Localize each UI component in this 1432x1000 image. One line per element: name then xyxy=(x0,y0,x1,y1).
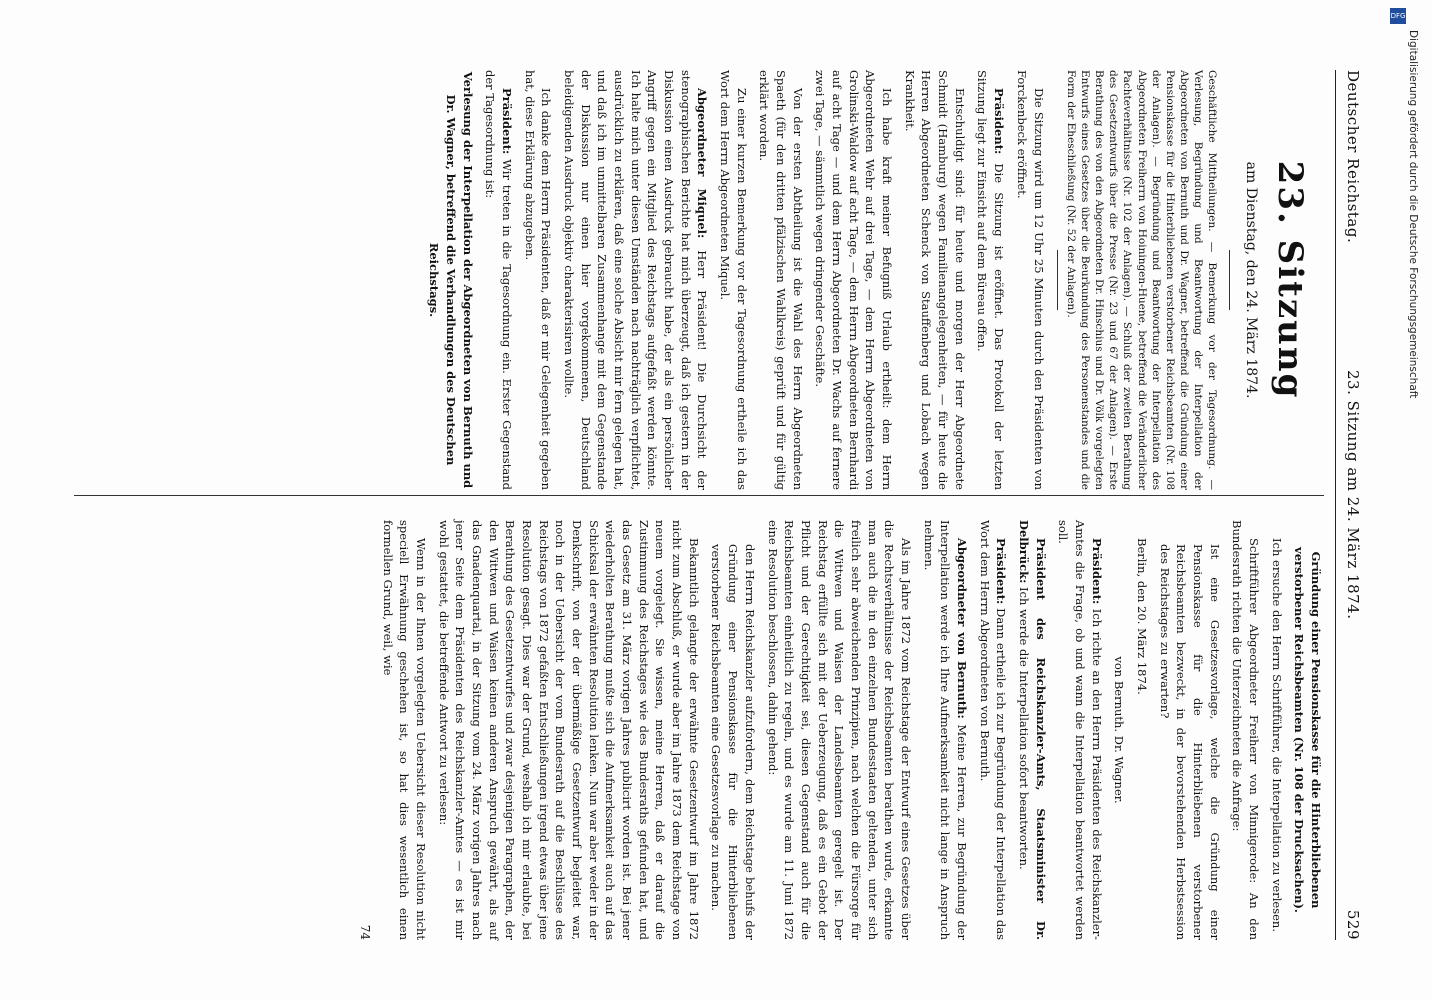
speech: Ich werde die Interpellation sofort beantworten. xyxy=(1016,587,1031,870)
paragraph xyxy=(560,70,710,490)
signature-mark: 74 xyxy=(358,924,373,940)
speech: Wir treten in die Tagesordnung ein. Erster Gegenstand der Tagesordnung ist: xyxy=(483,70,515,490)
paragraph xyxy=(974,70,1007,490)
speaker: Abgeordneter Miquel: xyxy=(695,88,710,239)
right-column xyxy=(356,520,1324,940)
session-title: 23. Sitzung xyxy=(1270,160,1310,400)
digitization-credit xyxy=(1405,30,1425,990)
interpellation-date: Berlin, den 20. März 1874. xyxy=(1134,538,1149,695)
speaker: Schriftführer Abgeordneter Freiherr von Minnigerode: xyxy=(1246,538,1261,884)
column-divider xyxy=(74,495,1324,496)
agenda-item-heading-cont: Gründung einer Pensionskasse für die Hinterbliebenen verstorbener Reichsbeamten (Nr. 108 der Drucksachen). xyxy=(1292,547,1323,913)
speaker: Präsident des Reichskanzler-Amts, Staatsminister Dr. Delbrück: xyxy=(1016,520,1048,940)
speaker: Abgeordneter von Bernuth: xyxy=(954,538,969,719)
paragraph: Ich danke dem Herrn Präsidenten, daß er mir Gelegenheit gegeben hat, diese Erklärung abzugeben. xyxy=(522,70,554,490)
speech: Die Sitzung ist eröffnet. Das Protokoll der letzten Sitzung liegt zur Einsicht auf dem Büreau offen. xyxy=(975,70,1007,491)
running-head xyxy=(1340,70,1362,940)
paragraph: Die Sitzung wird um 12 Uhr 25 Minuten durch den Präsidenten von Forckenbeck eröffnet. xyxy=(1014,70,1046,490)
interpellation-text: Ist eine Gesetzesvorlage, welche die Gründung einer Pensionskasse für die Hinterbliebenen verstorbener Reichsbeamten bezweckt, in der bevorstehenden Herbstsession des Reichstages zu erwarten? xyxy=(1157,544,1222,940)
paragraph: Ich habe kraft meiner Befugniß Urlaub ertheilt: dem Herrn Abgeordneten Wehr auf drei Tage, — dem Herrn Abgeordneten von Grolinski-Waldow auf acht Tage, — dem Herrn Abgeordneten Bernhardi auf acht Tage — und dem Herrn Abgeordneten Dr. Wachs auf fernere zwei Tage, — sämmtlich wegen dringender Geschäfte. xyxy=(813,70,895,490)
speech: Ich richte an den Herrn Präsidenten des Reichskanzler-Amtes die Frage, ob und wann die Interpellation beantwortet werden soll. xyxy=(1056,520,1104,940)
paragraph xyxy=(976,520,1009,940)
divider xyxy=(1057,250,1058,310)
speech: An den Bundesrath richten die Unterzeichneten die Anfrage: xyxy=(1230,520,1261,940)
divider xyxy=(1229,250,1230,310)
paragraph: Entschuldigt sind: für heute und morgen der Herr Abgeordnete Schmidt (Hamburg) wegen Familienangelegenheiten, — für heute die Herren Abgeordneten Schenck von Stauffenberg und Lobach wegen Krankheit. xyxy=(902,70,967,490)
paragraph xyxy=(482,70,515,490)
paragraph xyxy=(1055,520,1105,940)
running-head-left: Deutscher Reichstag. xyxy=(1344,70,1362,244)
speech: Herr Präsident! Die Durchsicht der stenographischen Berichte hat mich überzeugt, daß ich gestern in der Diskussion einen Ausdruck gebraucht habe, der als ein persönlicher Angriff gegen ein Mitglied des Reichstags aufgefaßt werden könnte. Ich halte mich unter diesen Umständen nach nachträglich verpflichtet, ausdrücklich zu erklären, daß eine solche Absicht mir fern gelegen hat, und daß ich im unmittelbaren Zusammenhange mit dem Gegenstande der Diskussion nur einen hier vorgekommenen, Deutschland beleidigenden Ausdruck objektiv charakterisiren wollte. xyxy=(562,70,710,490)
speaker: Präsident: xyxy=(1089,538,1104,605)
left-column xyxy=(420,70,1324,490)
interpellation-signatories: von Bernuth. Dr. Wagner. xyxy=(1112,656,1127,804)
running-head-center: 23. Sitzung am 24. März 1874. xyxy=(1344,370,1362,620)
speaker: Präsident: xyxy=(992,88,1007,155)
paragraph xyxy=(1015,520,1048,940)
paragraph: Wenn in der Ihnen vorgelegten Uebersicht dieser Resolution nicht speciell Erwähnung geschehen ist, so hat dies wesentlich einen formellen Grund, weil, wie xyxy=(380,520,429,940)
contents-summary: Geschäftliche Mittheilungen. — Bemerkung vor der Tagesordnung. — Verlesung, Begründung und Beantwortung der Interpellation der Abgeordneten von Bernuth und Dr. Wagner, betreffend die Gründung einer Pensionskasse für die Hinterbliebenen verstorbener Reichsbeamten (Nr. 108 der Anlagen). — Begründung und Beantwortung der Interpellation des Abgeordneten Freiherrn von Hoiningen-Huene, betreffend die Veränderlicher Pachteverhältnisse (Nr. 102 der Anlagen). — Schluß der zweiten Berathung des Gesetzentwurfs über die Presse (Nr. 23 und 67 der Anlagen). — Erste Berathung des von den Abgeordneten Dr. Hinschius und Dr. Völk vorgelegten Entwurfs eines Gesetzes über die Beurkundung des Personenstandes und die Form der Eheschließung (Nr. 52 der Anlagen). xyxy=(1064,70,1219,490)
page-number: 529 xyxy=(1344,909,1362,940)
paragraph xyxy=(1229,520,1262,940)
agenda-item-heading: Verlesung der Interpellation der Abgeordneten von Bernuth und Dr. Wagner, betreffend die Verhandlungen des Deutschen Reichstags. xyxy=(427,71,475,489)
paragraph: Als im Jahre 1872 vom Reichstage der Entwurf eines Gesetzes über die Rechtsverhältnisse der Reichsbeamten berathen wurde, erkannte man auch die in den einzelnen Bundesstaaten geltenden, unter sich freilich sehr abweichenden Prinzipien, nach welchen die Fürsorge für die Wittwen und Waisen der Landesbeamten geregelt ist. Der Reichstag erfüllte sich mit der Ueberzeugung, daß es ein Gebot der Pflicht und der Gerechtigkeit sei, diesen Gegenstand auch für die Reichsbeamten einheitlich zu regeln, und es wurde am 11. Juni 1872 eine Resolution beschlossen, dahin gehend: xyxy=(765,520,913,940)
speech: Dann ertheile ich zur Begründung der Interpellation das Wort dem Herrn Abgeordneten von Bernuth. xyxy=(977,520,1009,941)
resolution-quote: den Herrn Reichskanzler aufzufordern, dem Reichstage behufs der Gründung einer Pensionskasse für die Hinterbliebenen verstorbener Reichsbeamten eine Gesetzesvorlage zu machen. xyxy=(709,544,757,940)
speaker: Präsident: xyxy=(500,88,515,155)
credit-text: Digitalisierung gefördert durch die Deutsche Forschungsgemeinschaft xyxy=(1407,30,1419,399)
header-rule xyxy=(1335,70,1336,940)
session-date: am Dienstag, den 24. März 1874. xyxy=(1242,161,1259,399)
paragraph xyxy=(920,520,970,940)
speech: Meine Herren, zur Begründung der Interpellation werde ich Ihre Aufmerksamkeit nicht lange in Anspruch nehmen. xyxy=(921,520,969,940)
paragraph: Von der ersten Abtheilung ist die Wahl des Herrn Abgeordneten Spaeth (für den dritten pfälzischen Wahlkreis) geprüft und für gültig erklärt worden. xyxy=(757,70,805,490)
dfg-logo: DFG xyxy=(1390,8,1406,24)
speaker: Präsident: xyxy=(994,538,1009,605)
paragraph: Zu einer kurzen Bemerkung vor der Tagesordnung ertheile ich das Wort dem Herrn Abgeordneten Miquel. xyxy=(718,70,749,490)
paragraph: Bekanntlich gelangte der erwähnte Gesetzentwurf im Jahre 1872 nicht zum Abschluß, er wurde aber im Jahre 1873 dem Reichstage von neuem vorgelegt. Sie wissen, meine Herren, daß er darauf die Zustimmung des Reichstages wie des Bundesraths gefunden hat, und das Gesetz am 31. März vorigen Jahres publicirt worden ist. Bei jener wiederholten Berathung mußte sich die Aufmerksamkeit auch auf das Schicksal der erwähnten Resolution lenken. Nun war aber weder in der Denkschrift, von der der übermäßige Gesetzentwurf begleitet war, noch in der Uebersicht der vom Bundesrath auf die Beschlüsse des Reichstags von 1872 gefaßten Entschließungen irgend etwas über jene Resolution gesagt. Dies war der Grund, weshalb ich mir erlaubte, bei Berathung des Gesetzentwurfes und zwar desjenigen Paragraphen, der den Wittwen und Waisen keinen anderen Anspruch gewährt, als auf das Gnadenquartal, in der Sitzung vom 24. März vorigen Jahres nach jener Seite dem Präsidenten des Reichskanzler-Amtes — es ist mir wohl gestattet, die betreffende Antwort zu verlesen: xyxy=(436,520,701,940)
paragraph: Ich ersuche den Herrn Schriftführer, die Interpellation zu verlesen. xyxy=(1269,538,1284,932)
